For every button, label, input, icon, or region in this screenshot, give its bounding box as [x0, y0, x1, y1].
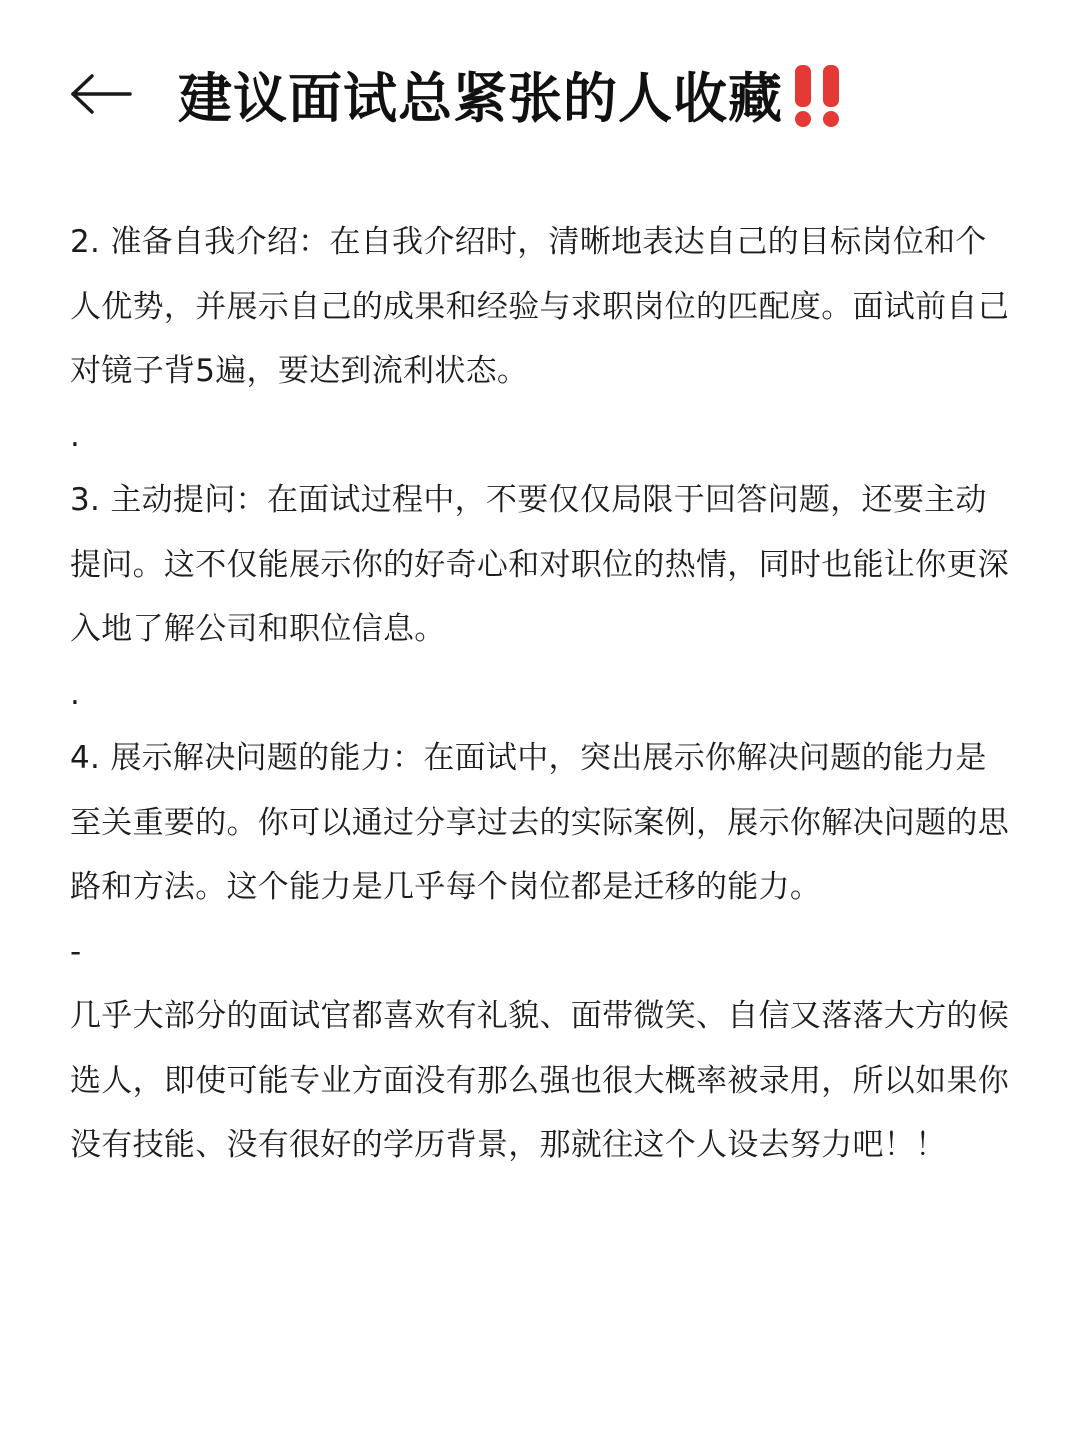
separator-dash: -: [70, 933, 82, 970]
separator-dot: .: [70, 417, 80, 454]
page-title-text: 建议面试总紧张的人收藏: [178, 66, 783, 130]
note-body: [70, 210, 1010, 1178]
header: [70, 52, 1040, 136]
double-exclamation-icon: [789, 59, 849, 129]
page-title: [178, 56, 849, 133]
back-button[interactable]: [70, 59, 140, 129]
arrow-left-icon: [70, 74, 132, 114]
tip-3-paragraph: 3. 主动提问：在面试过程中，不要仅仅局限于回答问题，还要主动提问。这不仅能展示你的好奇心和对职位的热情，同时也能让你更深入地了解公司和职位信息。: [70, 482, 1009, 647]
tip-2-paragraph: 2. 准备自我介绍：在自我介绍时，清晰地表达自己的目标岗位和个人优势，并展示自己的成果和经验与求职岗位的匹配度。面试前自己对镜子背5遍，要达到流利状态。: [70, 224, 1009, 389]
closing-paragraph: 几乎大部分的面试官都喜欢有礼貌、面带微笑、自信又落落大方的候选人，即使可能专业方面没有那么强也很大概率被录用，所以如果你没有技能、没有很好的学历背景，那就往这个人设去努力吧！！: [70, 998, 1009, 1163]
tip-4-paragraph: 4. 展示解决问题的能力：在面试中，突出展示你解决问题的能力是至关重要的。你可以通过分享过去的实际案例，展示你解决问题的思路和方法。这个能力是几乎每个岗位都是迁移的能力。: [70, 740, 1009, 905]
separator-dot: .: [70, 675, 80, 712]
